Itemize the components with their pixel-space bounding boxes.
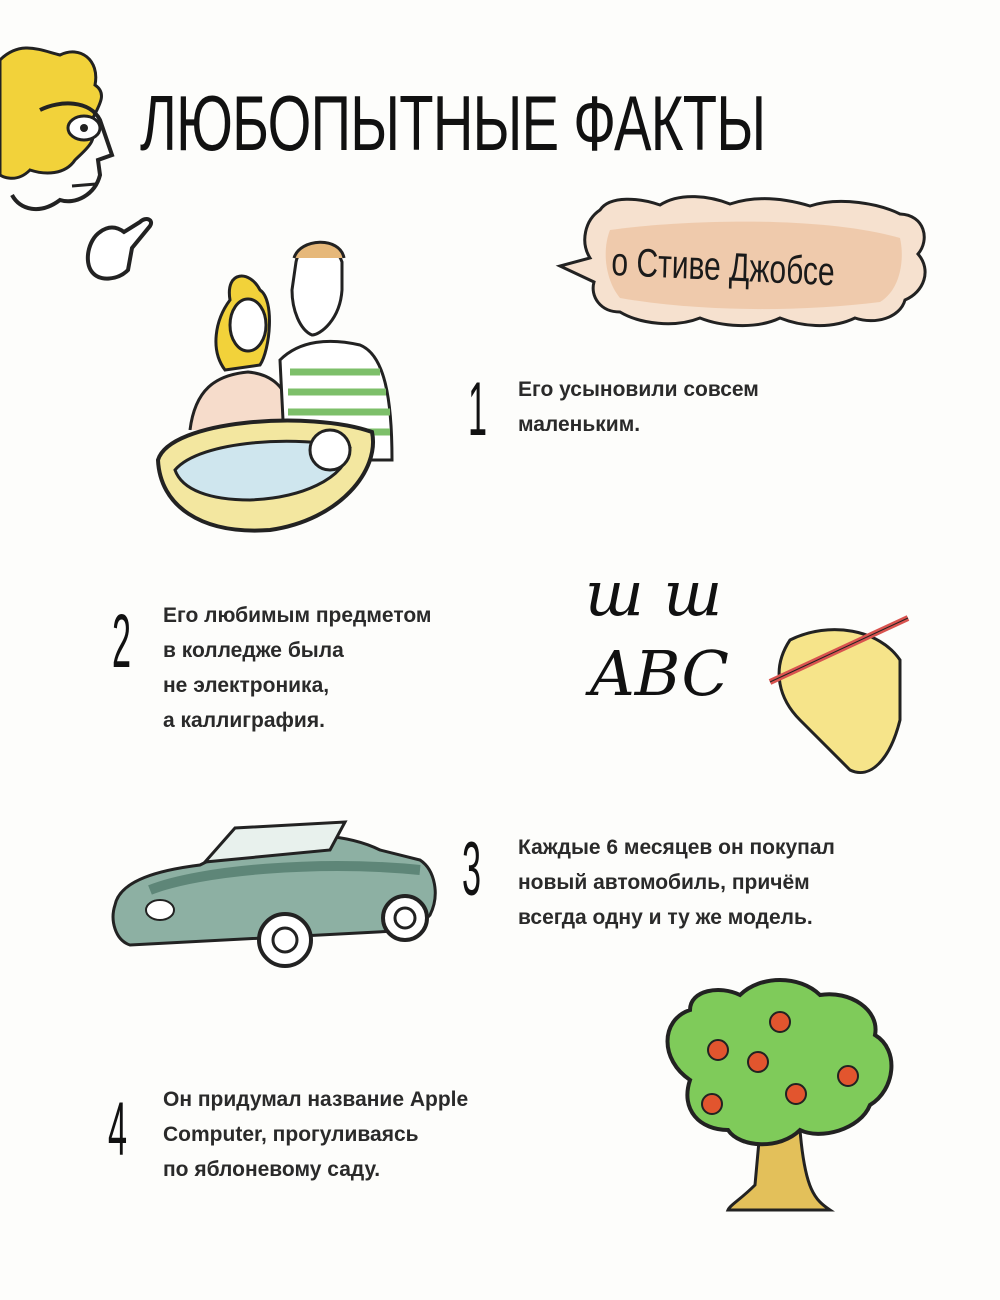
fact-number: 4 [108,1087,128,1172]
page-subtitle: о Стиве Джобсе [610,240,836,295]
fact-number: 1 [468,367,488,452]
fact-text: Его любимым предметом в колледже была не электроника, а каллиграфия. [163,604,432,732]
svg-text:ABC: ABC [590,637,729,710]
parents-baby-icon [158,242,392,530]
apple-tree-icon [668,980,892,1210]
author-portrait-icon [0,48,112,209]
pointing-hand-icon [88,219,151,279]
fact-number: 3 [462,827,482,912]
calligraphy-icon [585,557,908,773]
fact-text: Каждые 6 месяцев он покупал новый автомобиль, причём всегда одну и ту же модель. [518,836,835,929]
svg-text:ш ш: ш ш [585,557,723,630]
page-title: ЛЮБОПЫТНЫЕ ФАКТЫ [140,79,766,167]
fact-text: Он придумал название Apple Computer, прогуливаясь по яблоневому саду. [163,1088,469,1181]
car-icon [113,822,435,966]
fact-text: Его усыновили совсем маленьким. [518,378,759,436]
fact-number: 2 [112,599,132,684]
